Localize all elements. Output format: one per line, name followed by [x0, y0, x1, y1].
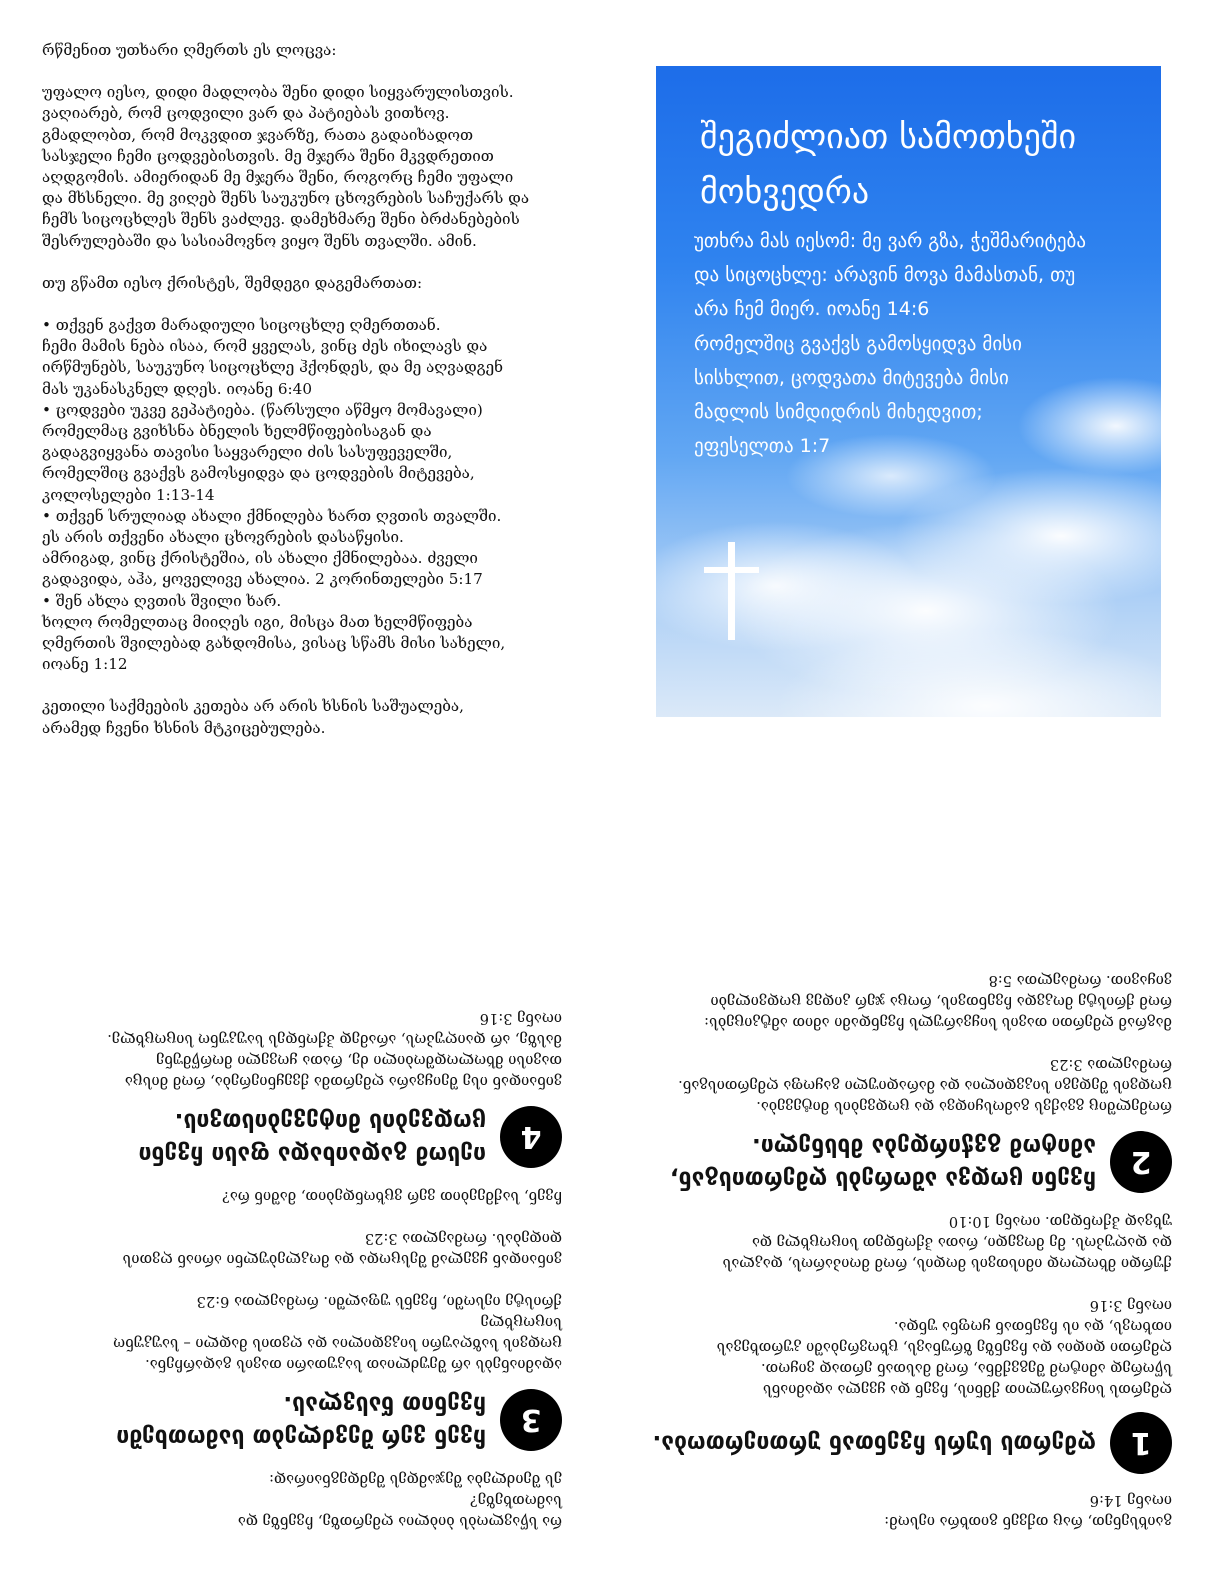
point-line: • თქვენ სრულიად ახალი ქმნილება ხართ ღვთის თვალში. — [42, 506, 502, 525]
point-line: • ცოდვები უკვე გეპატიება. (წარსული აწმყო მომავალი) — [42, 400, 483, 419]
section-number-badge: 3 — [500, 1389, 562, 1451]
text-line: იოანე 3:16 — [1089, 1297, 1172, 1314]
point-line: იოანე 1:12 — [42, 655, 128, 674]
prayer-line: და მხსნელი. მე ვიღებ შენს საუკუნო ცხოვრების საჩუქარს და — [42, 189, 530, 208]
text-line: თავისი მხოლოდშობილი ძე, რათა ყოველი მორწმუნე — [156, 1052, 562, 1069]
text-line: უხვად ჰქონდეთ. იოანე 10:10 — [948, 1213, 1172, 1230]
closing-line: კეთილი საქმეების კეთება არ არის ხსნის საშუალება, — [42, 697, 464, 716]
section-title: ჩვენი ცოდვა აშორებს ღმერთისგან, ამიტომ გვჭირდება მხსნელი. — [669, 1133, 1096, 1192]
point-line: ხოლო რომელთაც მიიღეს იგი, მისცა მათ ხელმწიფება — [42, 612, 473, 631]
hero-line: სისხლით, ცოდვათა მიტევება მისი — [694, 366, 1009, 389]
text-line: სამოთხეზე? — [469, 1492, 562, 1509]
hero-line: მადლის სიმდიდრის მიხედვით; — [694, 401, 983, 424]
upside-down-right-panel — [624, 812, 1172, 1532]
section-4-header — [42, 1104, 562, 1170]
point-line: რომელშიც გვაქვს გამოსყიდვა და ცოდვების მიტევება, — [42, 464, 475, 483]
prayer-line: აღდგომის. ამიერიდან მე მჯერა შენი, როგორც ჩემი უფალი — [42, 168, 514, 187]
cross-icon-bar — [704, 567, 759, 573]
text-line: ვიყავით. რომაელთა 5:8 — [988, 972, 1172, 989]
section-1-header — [624, 1412, 1172, 1474]
text-line: ღმერთი დიდია და ჩვენზე ზრუნავს, ცხოვრებაში კურთხევას — [716, 1339, 1172, 1356]
prayer-line: სასჯელი ჩემი ცოდვებისთვის. მე მჯერა შენი მკვდრეთით — [42, 146, 494, 165]
hero-title: შეგიძლიათ სამოთხეში მოხვედრა — [700, 117, 1077, 212]
text-line: რა სწავლობს ბიბლია ღმერთზე, ჩვენზე და — [237, 1513, 562, 1530]
text-line: ვინაიდან ისე შეიყვარა ღმერთმა ქვეყნიერება, რომ მისცა — [124, 1073, 562, 1090]
closing-line: არამედ ჩვენი ხსნის მტკიცებულება. — [42, 718, 326, 737]
hero-line: არა ჩემ მიერ. იოანე 14:6 — [694, 298, 930, 321]
upside-down-left-panel — [42, 812, 562, 1532]
section-title: ღმერთს სურს ჩვენთან ურთიერთობა. — [652, 1430, 1096, 1457]
section-2-header — [624, 1129, 1172, 1195]
intro-text-column — [42, 40, 602, 739]
text-line: ეს შეიძლება შეჯამდეს შემდეგნაირად: — [269, 1471, 562, 1488]
prayer-line: შესრულებაში და სასიამოვნო ვიყო შენს თვალში. ამინ. — [42, 231, 477, 250]
prayer-line: უფალო იესო, დიდი მადლობა შენი დიდი სიყვარულისთვის. — [42, 83, 514, 102]
point-line: კოლოსელები 1:13-14 — [42, 485, 215, 504]
point-line: ამრიგად, ვინც ქრისტეშია, ის ახალი ქმნილებაა. ძველი — [42, 549, 478, 568]
text-line: ადამიანებს არ შეუძლიათ საკუთარი თავის გადარჩენა. — [145, 1356, 562, 1373]
hero-body — [694, 224, 1144, 463]
point-line: ღმერთის შვილებად გახდომისა, ვისაც სწამს მისი სახელი, — [42, 634, 506, 653]
text-line: იოანე 3:16 — [479, 1010, 562, 1027]
section-4-text — [42, 1008, 562, 1092]
text-line: რომ ქრისტე მოკვდა ჩვენთვის, როცა ჯერ კიდევ ცოდვილები — [710, 993, 1172, 1010]
point-line: ირწმუნებს, საუკუნო სიცოცხლე ჰქონდეს, და მე აღვადგენ — [42, 358, 504, 377]
section-3-header — [42, 1387, 562, 1453]
text-line: მაგრამ ღმერთი თავის სიყვარულს ჩვენდამი ამით ამტკიცებს: — [704, 1014, 1172, 1031]
section-2-text — [624, 970, 1172, 1117]
text-line: ითხოვს, და ის ჩვენთან ყოფნა უნდა. — [893, 1318, 1172, 1335]
point-line: გადაგვიყვანა თავისი საყვარელი ძის სასუფეველში, — [42, 443, 453, 462]
cross-icon — [728, 542, 735, 640]
point-line: რომელმაც გვიხსნა ბნელის ხელმწიფებისაგან და — [42, 422, 432, 441]
sky-panel — [656, 66, 1161, 717]
point-line: ჩემი მამის ნება ისაა, რომ ყველას, ვინც ძეს იხილავს და — [42, 337, 488, 356]
text-line: რომაელთა 3:23 — [1049, 1056, 1172, 1073]
text-line: ქურდი მხოლოდ იმისთვის მოდის, რომ მოიპაროს, დაკლას — [722, 1255, 1172, 1272]
text-line: ჩვენ, საქმეებით ვერ ვცხონდებით, მაშინ რა? — [222, 1188, 562, 1205]
point-line: • შენ ახლა ღვთის შვილი ხარ. — [42, 591, 282, 610]
text-line: დიდებას. რომაელთა 3:23 — [364, 1230, 562, 1247]
point-line: ეს არის თქვენი ახალი ცხოვრების დასაწყისი. — [42, 528, 404, 547]
text-line: გაიხსენეთ, რაც თქვენ გითხრა იესომ: — [884, 1513, 1172, 1530]
text-line: ღმერთს სიყვარულით ქმნის, ჩვენ და ყველა ადამიანს — [762, 1381, 1172, 1398]
text-line: მასზე, არ დაიღუპოს, არამედ ჰქონდეს საუკუნო სიცოცხლე. — [107, 1031, 562, 1048]
section-title: იესომ გადაიხადა ფასი ჩვენი ცოდვების მიტევებისთვის. — [138, 1108, 486, 1167]
text-line: ვინაიდან ყველამ შესცოდა და მოკლებულნი არიან ღვთის — [122, 1251, 562, 1268]
text-line: რომელშიც გვაქვს გამოსყიდვა და ცოდვების მიტევება. — [756, 1098, 1172, 1115]
text-line: ცოდვის შედეგი სიკვდილია და მარადიული გაყოფა ღმერთისგან. — [678, 1077, 1172, 1094]
text-line: და დაღუპოს. მე მოვედი, რათა ჰქონდეთ სიცოცხლე და — [751, 1234, 1172, 1251]
text-line: ქრისტე იესოში, ჩვენს უფალში. რომაელთა 6:23 — [196, 1293, 562, 1310]
section-title: ჩვენ ვერ შევძლებთ სამოთხეში ჩვენით წასვლას. — [116, 1391, 486, 1450]
text-line: სწორედ ამიტომ შეგვქმნა, რომ მასთან ერთად ვიყოთ. — [760, 1360, 1172, 1377]
section-number-badge: 1 — [1110, 1412, 1172, 1474]
top-paragraph — [42, 1469, 562, 1532]
hero-line: უთხრა მას იესომ: მე ვარ გზა, ჭეშმარიტება — [694, 230, 1087, 252]
prayer-line: ჩემს სიცოცხლეს შენს ვაძლევ. დამეხმარე შენი ბრძანებების — [42, 210, 520, 229]
text-line: იოანე 14:6 — [1089, 1492, 1172, 1509]
point-line: მას უკანასკნელ დღეს. იოანე 6:40 — [42, 379, 312, 398]
point-line: გადავიდა, აჰა, ყოველივე ახალია. 2 კორინთელები 5:17 — [42, 570, 483, 589]
hero-line: ეფესელთა 1:7 — [694, 435, 831, 458]
hero-line: და სიცოცხლე: არავინ მოვა მამასთან, თუ — [694, 264, 1076, 287]
section-1-text — [624, 1211, 1172, 1400]
top-paragraph — [624, 1490, 1172, 1532]
text-line: ცოდვის საზღაური სიკვდილია და ღვთის მადლი – საუკუნო სიცოცხლე — [113, 1314, 562, 1352]
prayer-line: გმადლობთ, რომ მოკვდით ჯვარზე, რათა გადაიხადოთ — [42, 125, 474, 144]
prayer-line: ვაღიარებ, რომ ცოდვილი ვარ და პატიებას ვითხოვ. — [42, 104, 450, 123]
section-3-text — [42, 1186, 562, 1375]
section-number-badge: 4 — [500, 1106, 562, 1168]
hero-line: რომელშიც გვაქვს გამოსყიდვა მისი — [694, 332, 1022, 355]
prayer-lead: რწმენით უთხარი ღმერთს ეს ლოცვა: — [42, 41, 337, 59]
section-number-badge: 2 — [1110, 1131, 1172, 1193]
believe-lead: თუ გწამთ იესო ქრისტეს, შემდეგი დაგემართათ: — [42, 273, 423, 292]
point-line: • თქვენ გაქვთ მარადიული სიცოცხლე ღმერთთან. — [42, 316, 441, 335]
